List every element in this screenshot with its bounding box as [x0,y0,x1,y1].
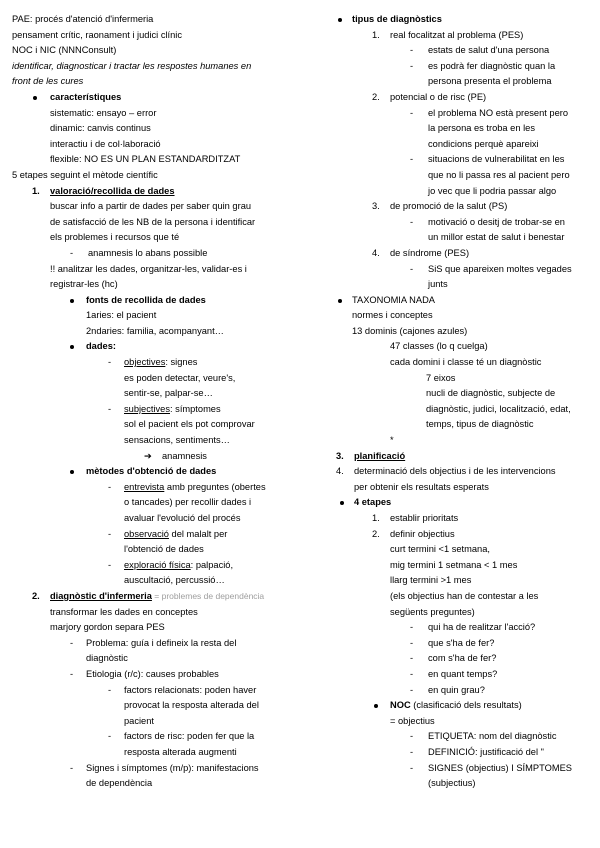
dash-marker: - [410,731,414,742]
dash-item [12,636,302,652]
dash-marker: - [410,684,414,695]
line: PAE: procés d'atenció d'infermeria [12,14,154,24]
line: sol el pacient els pot comprovar [124,419,255,430]
item-term: observació [124,528,169,539]
line: auscultació, percussió… [124,575,225,586]
line: registrar-les (hc) [50,279,118,290]
item-text: : signes [165,357,198,368]
heading: mètodes d'obtenció de dades [86,466,217,477]
heading: diagnòstic d'infermeria [50,590,152,601]
line: determinació dels objectius i de les intervencions [354,466,556,477]
heading: tipus de diagnòstics [352,14,442,24]
heading: dades: [86,341,116,352]
bullet-icon [338,299,342,303]
dash-item [12,683,302,699]
line: mig termini 1 setmana < 1 mes [390,559,518,570]
line: 7 eixos [426,372,456,383]
numbered-item [334,527,596,543]
item-text: definir objectius [390,528,455,539]
line: la persona es troba en les [428,123,535,134]
bullet-icon [33,96,37,100]
bullet-item [334,495,596,511]
line: sensacions, sentiments… [124,435,230,446]
line: front de les cures [12,76,84,87]
line: !! analitzar les dades, organitzar-les, validar-es i [50,263,247,274]
line: temps, tipus de diagnòstic [426,419,534,430]
item-text: com s'ha de fer? [428,653,497,664]
dash-item [334,667,596,683]
dash-marker: - [70,762,74,773]
numbered-item [334,28,596,44]
item-text: anamnesis [162,450,207,461]
bullet-item [12,339,302,355]
dash-marker: - [108,559,112,570]
dash-item [12,480,302,496]
item-text: potencial o de risc (PE) [390,91,487,102]
dash-item [12,667,302,683]
dash-item [334,152,596,168]
line: diagnòstic, judici, localització, edat, [426,403,571,414]
line: els problemes i recursos que té [50,232,180,243]
line: provocat la resposta alterada del [124,700,259,711]
line: per obtenir els resultats esperats [354,481,489,492]
line: o tancades) per recollir dades i [124,497,252,508]
dash-item [334,215,596,231]
dash-item [12,558,302,574]
item-text: es podrà fer diagnòstic quan la [428,60,556,71]
dash-item [334,761,596,777]
bullet-icon [374,704,378,708]
dash-item [12,355,302,371]
line: 2ndaries: familia, acompanyant… [86,325,224,336]
line: diagnòstic [86,653,128,664]
list-number: 3. [336,450,344,461]
item-text: establir prioritats [390,513,459,523]
bullet-item [334,12,596,28]
dash-marker: - [410,746,414,757]
item-text: motivació o desitj de trobar-se en [428,216,565,227]
dash-marker: - [410,263,414,274]
line: resposta alterada augmenti [124,746,237,757]
arrow-right-icon: ➔ [144,450,152,461]
item-text: Etiologia (r/c): causes probables [86,668,219,679]
line: marjory gordon separa PES [50,622,165,633]
item-text: SIGNES (objectius) I SÍMPTOMES [428,762,572,773]
dash-item [12,527,302,543]
list-number: 4. [372,247,380,258]
list-number: 2. [32,590,40,601]
numbered-item [334,199,596,215]
arrow-item [12,449,302,465]
line: nucli de diagnòstic, subjecte de [426,388,556,399]
line: identificar, diagnosticar i tractar les respostes humanes en [12,60,252,71]
dash-marker: - [108,528,112,539]
list-number: 4. [336,466,344,477]
bullet-icon [340,501,344,505]
line: persona presenta el problema [428,76,552,87]
line: pensament crític, raonament i judici clínic [12,29,182,40]
bullet-item [12,293,302,309]
item-text: Signes i símptomes (m/p): manifestacions [86,762,259,773]
list-number: 3. [372,201,380,212]
dash-item [334,729,596,745]
dash-item [12,246,302,262]
left-column [12,12,302,792]
item-term: NOC [390,700,411,711]
line: de satisfacció de les NB de la persona i identificar [50,216,256,227]
item-text: factors de risc: poden fer que la [124,731,255,742]
line: 5 etapes seguint el mètode científic [12,169,158,180]
numbered-heading [12,589,302,605]
dash-marker: - [410,668,414,679]
heading-note: = problemes de dependència [151,590,265,601]
line: de dependència [86,778,153,789]
item-text: situacions de vulnerabilitat en les [428,154,565,165]
dash-marker: - [410,637,414,648]
item-text: Problema: guía i defineix la resta del [86,637,237,648]
numbered-item [334,246,596,262]
item-term: exploració física [124,559,191,570]
line: = objectius [390,715,435,726]
line: transformar les dades en conceptes [50,606,198,617]
bullet-icon [70,470,74,474]
dash-marker: - [108,357,112,368]
item-text: qui ha de realitzar l'acció? [428,622,536,633]
dash-item [334,636,596,652]
line: l'obtenció de dades [124,544,204,555]
dash-item [334,43,596,59]
dash-item [334,651,596,667]
bullet-item [334,698,596,714]
line: curt termini <1 setmana, [390,544,490,555]
dash-marker: - [410,60,414,71]
line: cada domini i classe té un diagnòstic [390,357,542,368]
item-term: entrevista [124,481,165,492]
dash-item [334,59,596,75]
dash-marker: - [410,622,414,633]
dash-marker: - [410,653,414,664]
heading: valoració/recollida de dades [50,185,175,196]
bullet-icon [70,299,74,303]
bullet-item [12,464,302,480]
line: un millor estat de salut i benestar [428,232,565,243]
dash-marker: - [108,481,112,492]
line: es poden detectar, veure's, [124,372,236,383]
line: (subjectius) [428,778,476,789]
list-number: 2. [372,528,380,539]
item-text: SiS que apareixen moltes vegades [428,263,572,274]
heading: 4 etapes [354,497,392,508]
bullet-icon [70,345,74,349]
item-text: estats de salut d'una persona [428,45,550,56]
dash-item [334,620,596,636]
item-text: (clasificació dels resultats) [410,700,522,711]
item-text: ETIQUETA: nom del diagnòstic [428,731,557,742]
dash-marker: - [70,668,74,679]
line: buscar info a partir de dades per saber quin grau [50,201,252,212]
item-term: subjectives [124,403,170,414]
dash-item [334,745,596,761]
item-text: amb preguntes (obertes [164,481,266,492]
item-text: TAXONOMIA NADA [352,294,435,305]
line: pacient [124,715,154,726]
line: sistematic: ensayo – error [50,107,157,118]
line: NOC i NIC (NNNConsult) [12,45,117,56]
numbered-heading [12,184,302,200]
dash-marker: - [108,684,112,695]
dash-marker: - [108,731,112,742]
item-text: que s'ha de fer? [428,637,495,648]
numbered-item [334,90,596,106]
dash-marker: - [108,403,112,414]
heading: característiques [50,91,122,102]
dash-item [334,262,596,278]
item-text: anamnesis lo abans possible [88,247,208,258]
item-text: del malalt per [168,528,228,539]
bullet-item [334,293,596,309]
dash-item [334,683,596,699]
list-number: 1. [32,185,40,196]
dash-marker: - [70,637,74,648]
item-text: de promoció de la salut (PS) [390,201,508,212]
dash-item [12,761,302,777]
line: normes i conceptes [352,310,433,321]
item-text: en quin grau? [428,684,485,695]
numbered-heading [334,449,596,465]
item-text: de síndrome (PES) [390,247,470,258]
item-text: el problema NO està present pero [428,107,569,118]
dash-marker: - [410,154,414,165]
item-text: factors relacionats: poden haver [124,684,257,695]
dash-marker: - [410,45,414,56]
item-text: en quant temps? [428,668,498,679]
line: següents preguntes) [390,606,475,617]
dash-marker: - [410,107,414,118]
line: (els objectius han de contestar a les [390,590,539,601]
dash-marker: - [410,216,414,227]
dash-marker: - [70,247,74,258]
line: 47 classes (lo q cuelga) [390,341,488,352]
line: 1aries: el pacient [86,310,157,321]
line: avaluar l'evolució del procés [124,513,241,523]
line: 13 dominis (cajones azules) [352,325,468,336]
line: interactiu i de col·laboració [50,138,161,149]
item-text: real focalitzat al problema (PES) [390,29,524,40]
item-text: : palpació, [190,559,234,570]
line: * [390,435,394,446]
line: flexible: NO ES UN PLAN ESTANDARDITZAT [50,154,241,165]
item-text: DEFINICIÓ: justificació del " [428,746,544,757]
dash-item [334,106,596,122]
list-number: 1. [372,513,380,523]
right-column [334,12,596,792]
bullet-icon [338,18,342,22]
numbered-item [334,511,596,527]
list-number: 2. [372,91,380,102]
bullet-item [12,90,302,106]
line: que no li passa res al pacient pero [428,169,570,180]
line: dinamic: canvis continus [50,123,151,134]
dash-item [12,729,302,745]
item-term: objectives [124,357,166,368]
line: jo vec que li podria passar algo [428,185,557,196]
line: llarg termini >1 mes [390,575,472,586]
line: sentir-se, palpar-se… [124,388,213,399]
heading: planificació [354,450,406,461]
item-text: : símptomes [170,403,221,414]
line: junts [428,279,448,290]
line: condicions perquè apareixi [428,138,539,149]
heading: fonts de recollida de dades [86,294,206,305]
list-number: 1. [372,29,380,40]
dash-item [12,402,302,418]
dash-marker: - [410,762,414,773]
